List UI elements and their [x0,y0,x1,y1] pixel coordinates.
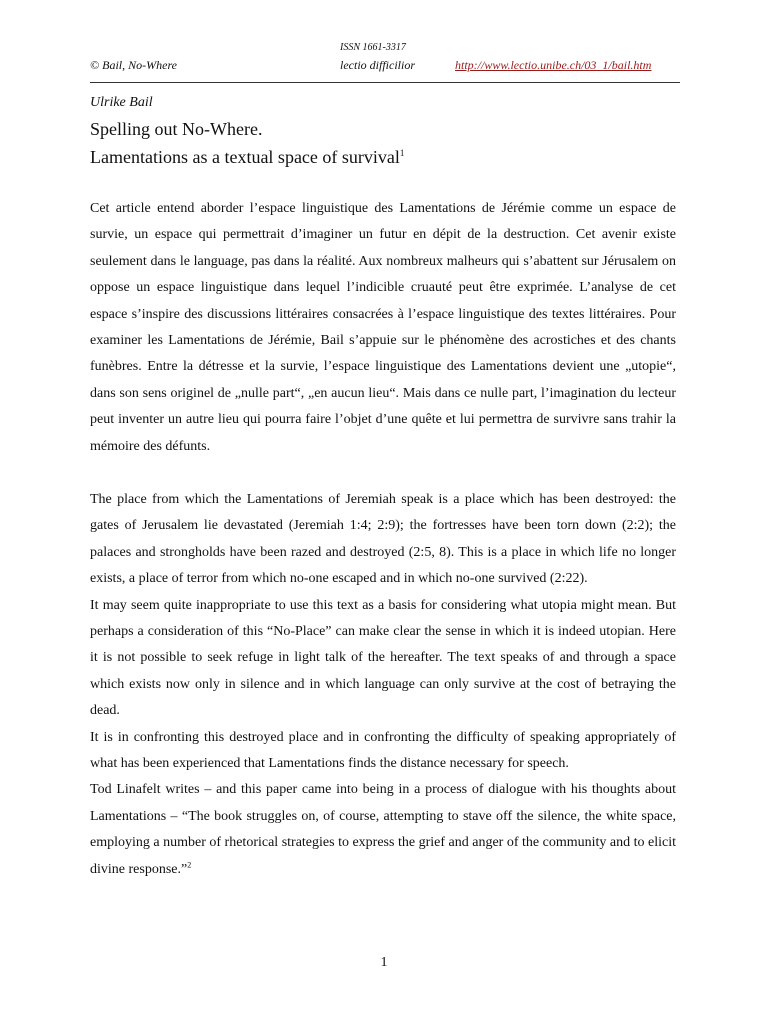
article-author: Ulrike Bail [90,95,153,110]
article-url-link[interactable]: http://www.lectio.unibe.ch/03_1/bail.htm [455,58,652,72]
page-header [90,38,680,83]
page-number: 1 [380,955,388,970]
body-paragraph: The place from which the Lamentations of Jeremiah speak is a place which has been destroyed: the gates of Jerusalem lie devastated (Jeremiah 1:4; 2:9); the fortresses have been torn down (2:2); the palaces and strongholds have been razed and destroyed (2:5, 8). This is a place in which life no longer exists, a place of terror from which no-one escaped and in which no-one survived (2:22). [90,492,676,587]
quote-text: Tod Linafelt writes – and this paper came into being in a process of dialogue with his thoughts about Lamentations – “The book struggles on, of course, attempting to stave off the silence, the white space, employing a number of rhetorical strategies to express the grief and anger of the community and to elicit divine response.” [90,782,676,877]
subtitle-text: Lamentations as a textual space of survival [90,147,400,167]
footnote-ref-1[interactable]: 1 [399,148,405,158]
body-paragraph: It may seem quite inappropriate to use this text as a basis for considering what utopia might mean. But perhaps a consideration of this “No-Place” can make clear the sense in which it is indeed utopian. Here it is not possible to seek refuge in light talk of the hereafter. The text speaks of and through a space which exists now only in silence and in which language can only survive at the cost of betraying the dead. [90,597,676,719]
issn: ISSN 1661-3317 [340,42,406,53]
abstract-paragraph: Cet article entend aborder l’espace linguistique des Lamentations de Jérémie comme un espace de survie, un espace qui permettrait d’imaginer un futur en dépit de la destruction. Cet avenir existe seulement dans le language, pas dans la réalité. Aux nombreux malheurs qui s’abattent sur Jérusalem on oppose un espace linguistique dans lequel l’indicible cruauté peut être exprimée. L’analyse de cet espace s’inspire des discussions littéraires consacrées à l’espace linguistique des textes littéraires. Pour examiner les Lamentations de Jérémie, Bail s’appuie sur le phénomène des acrostiches et des chants funèbres. Entre la détresse et la survie, l’espace linguistique des Lamentations devient une „utopie“, dans son sens originel de „nulle part“, „en aucun lieu“. Mais dans ce nulle part, l’imagination du lecteur peut inventer un autre lieu qui pourra faire l’objet d’une quête et lui permettra de survivre sans trahir la mémoire des défunts. [90,201,676,454]
footnote-ref-2[interactable]: 2 [187,860,192,870]
body-paragraph: It is in confronting this destroyed place and in confronting the difficulty of speaking appropriately of what has been experienced that Lamentations finds the distance necessary for speech. [90,729,676,772]
body-paragraph [90,777,676,883]
copyright-author: © Bail, No-Where [90,58,177,72]
article-title: Spelling out No-Where. [90,119,263,139]
journal-name: lectio difficilior [340,58,415,72]
article-subtitle [90,147,404,168]
body-text [90,487,676,883]
